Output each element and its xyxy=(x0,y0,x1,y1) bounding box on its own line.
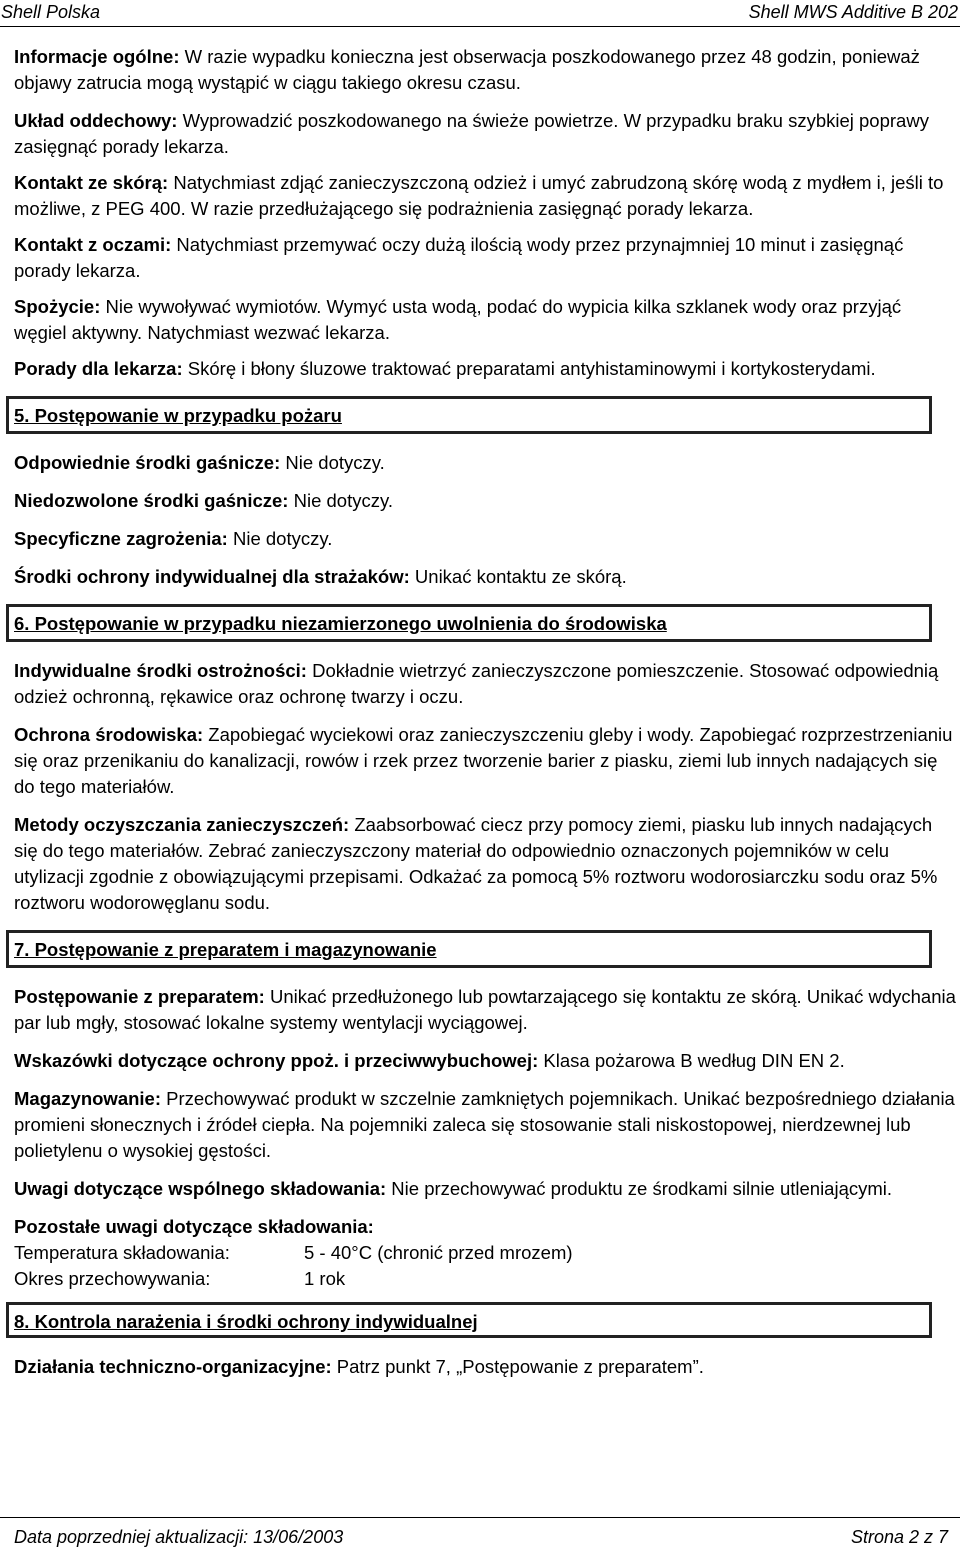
section-6-heading: 6. Postępowanie w przypadku niezamierzonego uwolnienia do środowiska xyxy=(6,604,932,642)
paragraph-doctor-advice xyxy=(14,356,958,382)
paragraph-storage xyxy=(14,1086,958,1164)
label-unsuitable-extinguishing: Niedozwolone środki gaśnicze: xyxy=(14,490,289,511)
paragraph-handling xyxy=(14,984,958,1036)
text-doctor-advice: Skórę i błony śluzowe traktować preparatami antyhistaminowymi i kortykosterydami. xyxy=(182,358,876,379)
text-storage: Przechowywać produkt w szczelnie zamkniętych pojemnikach. Unikać bezpośredniego działania promieni słonecznych i źródeł ciepła. Na pojemniki zaleca się stosowanie stali niskostopowej, nierdzewnej lub polietylenu o wysokiej gęstości. xyxy=(14,1088,955,1161)
storage-period-label: Okres przechowywania: xyxy=(14,1268,211,1289)
label-joint-storage: Uwagi dotyczące wspólnego składowania: xyxy=(14,1178,387,1199)
paragraph-ingestion xyxy=(14,294,958,346)
text-general-info: W razie wypadku konieczna jest obserwacja poszkodowanego przez 48 godzin, ponieważ objawy zatrucia mogą wystąpić w ciągu takiego okresu czasu. xyxy=(14,46,920,93)
paragraph-skin-contact xyxy=(14,170,958,222)
document-content xyxy=(14,44,958,1392)
label-storage: Magazynowanie: xyxy=(14,1088,161,1109)
label-respiratory: Układ oddechowy: xyxy=(14,110,178,131)
label-doctor-advice: Porady dla lekarza: xyxy=(14,358,183,379)
label-handling: Postępowanie z preparatem: xyxy=(14,986,265,1007)
storage-temperature-value: 5 - 40°C (chronić przed mrozem) xyxy=(304,1242,573,1263)
text-joint-storage: Nie przechowywać produktu ze środkami silnie utleniającymi. xyxy=(386,1178,893,1199)
text-cleanup-methods: Zaabsorbować ciecz przy pomocy ziemi, piasku lub innych nadających się do tego materiałów. Zebrać zanieczyszczony materiał do odpowiednio oznaczonych pojemników w celu utylizacji zgodnie z obowiązującymi przepisami. Odkażać za pomocą 5% roztworu wodorosiarczku sodu oraz 5% roztworu wodorowęglanu sodu. xyxy=(14,814,938,913)
text-unsuitable-extinguishing: Nie dotyczy. xyxy=(288,490,393,511)
paragraph-fire-explosion-protection xyxy=(14,1048,958,1074)
header-product: Shell MWS Additive B 202 xyxy=(748,2,958,22)
storage-period-value: 1 rok xyxy=(304,1268,346,1289)
label-technical-measures: Działania techniczno-organizacyjne: xyxy=(14,1356,332,1377)
paragraph-cleanup-methods xyxy=(14,812,958,916)
section-5-heading: 5. Postępowanie w przypadku pożaru xyxy=(6,396,932,434)
text-suitable-extinguishing: Nie dotyczy. xyxy=(280,452,385,473)
paragraph-firefighter-protection xyxy=(14,564,958,590)
label-other-storage: Pozostałe uwagi dotyczące składowania: xyxy=(14,1216,374,1237)
text-eye-contact: Natychmiast przemywać oczy dużą ilością wody przez przynajmniej 10 minut i zasięgnąć porady lekarza. xyxy=(14,234,904,281)
footer-page-number: Strona 2 z 7 xyxy=(850,1527,948,1547)
label-eye-contact: Kontakt z oczami: xyxy=(14,234,172,255)
text-firefighter-protection: Unikać kontaktu ze skórą. xyxy=(409,566,627,587)
header-company: Shell Polska xyxy=(1,2,101,22)
paragraph-general-info xyxy=(14,44,958,96)
text-specific-hazards: Nie dotyczy. xyxy=(227,528,333,549)
label-personal-precautions: Indywidualne środki ostrożności: xyxy=(14,660,307,681)
paragraph-technical-measures xyxy=(14,1354,958,1380)
paragraph-unsuitable-extinguishing xyxy=(14,488,958,514)
text-ingestion: Nie wywoływać wymiotów. Wymyć usta wodą, podać do wypicia kilka szklanek wody oraz przyjąć węgiel aktywny. Natychmiast wezwać lekarza. xyxy=(14,296,902,343)
text-environment-protection: Zapobiegać wyciekowi oraz zanieczyszczeniu gleby i wody. Zapobiegać rozprzestrzenianiu się oraz przenikaniu do kanalizacji, rowów i rzek przez tworzenie barier z piasku, ziemi lub innych nadających się do tego materiałów. xyxy=(14,724,953,797)
paragraph-respiratory xyxy=(14,108,958,160)
section-7-heading: 7. Postępowanie z preparatem i magazynowanie xyxy=(6,930,932,968)
paragraph-eye-contact xyxy=(14,232,958,284)
label-suitable-extinguishing: Odpowiednie środki gaśnicze: xyxy=(14,452,281,473)
footer-revision-date: Data poprzedniej aktualizacji: 13/06/2003 xyxy=(14,1527,344,1547)
label-ingestion: Spożycie: xyxy=(14,296,101,317)
paragraph-joint-storage xyxy=(14,1176,958,1202)
text-skin-contact: Natychmiast zdjąć zanieczyszczoną odzież i umyć zabrudzoną skórę wodą z mydłem i, jeśli to możliwe, z PEG 400. W razie przedłużającego się podrażnienia zasięgnąć porady lekarza. xyxy=(14,172,944,219)
text-fire-explosion-protection: Klasa pożarowa B według DIN EN 2. xyxy=(538,1050,845,1071)
paragraph-suitable-extinguishing xyxy=(14,450,958,476)
page-header xyxy=(0,0,960,27)
storage-temperature-label: Temperatura składowania: xyxy=(14,1242,230,1263)
label-cleanup-methods: Metody oczyszczania zanieczyszczeń: xyxy=(14,814,350,835)
paragraph-other-storage xyxy=(14,1214,958,1240)
text-handling: Unikać przedłużonego lub powtarzającego się kontaktu ze skórą. Unikać wdychania par lub mgły, stosować lokalne systemy wentylacji wyciągowej. xyxy=(14,986,956,1033)
footer-divider xyxy=(0,1517,960,1518)
text-personal-precautions: Dokładnie wietrzyć zanieczyszczone pomieszczenie. Stosować odpowiednią odzież ochronną, rękawice oraz ochronę twarzy i oczu. xyxy=(14,660,939,707)
label-general-info: Informacje ogólne: xyxy=(14,46,180,67)
text-technical-measures: Patrz punkt 7, „Postępowanie z preparatem”. xyxy=(331,1356,704,1377)
label-skin-contact: Kontakt ze skórą: xyxy=(14,172,169,193)
label-firefighter-protection: Środki ochrony indywidualnej dla strażaków: xyxy=(14,566,410,587)
text-respiratory: Wyprowadzić poszkodowanego na świeże powietrze. W przypadku braku szybkiej poprawy zasięgnąć porady lekarza. xyxy=(14,110,929,157)
storage-period-row xyxy=(14,1266,958,1292)
paragraph-personal-precautions xyxy=(14,658,958,710)
paragraph-specific-hazards xyxy=(14,526,958,552)
label-specific-hazards: Specyficzne zagrożenia: xyxy=(14,528,228,549)
section-8-heading: 8. Kontrola narażenia i środki ochrony indywidualnej xyxy=(6,1302,932,1338)
label-environment-protection: Ochrona środowiska: xyxy=(14,724,204,745)
label-fire-explosion-protection: Wskazówki dotyczące ochrony ppoż. i przeciwwybuchowej: xyxy=(14,1050,539,1071)
paragraph-environment-protection xyxy=(14,722,958,800)
storage-temperature-row xyxy=(14,1240,958,1266)
